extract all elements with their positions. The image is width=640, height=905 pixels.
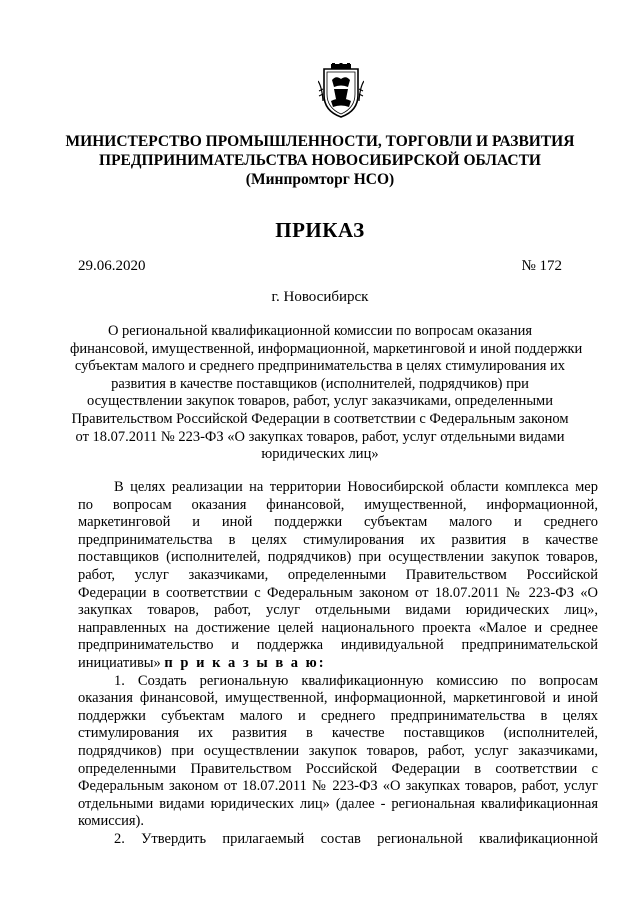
document-number: № 172 (521, 258, 562, 274)
document-subject (70, 323, 583, 464)
ministry-short-name: (Минпромторг НСО) (245, 171, 395, 188)
item-1-line: стимулирования их развития в качестве поставщиков (исполнителей, (78, 725, 598, 742)
preamble-line: маркетинговой и иной поддержки субъектам малого и среднего (78, 514, 598, 531)
subject-line: О региональной квалификационной комиссии по вопросам оказания (107, 323, 533, 339)
item-1-line: определенными Правительством Российской Федерации в соответствии с (78, 760, 598, 777)
preamble-line: предпринимательство и поддержка индивидуальной предпринимательской (78, 637, 598, 654)
item-1-line: 1. Создать региональную квалификационную комиссию по вопросам (114, 672, 598, 689)
subject-line: финансовой, имущественной, информационной, маркетинговой и иной поддержки (70, 340, 583, 357)
preamble-last-text: инициативы» (78, 654, 161, 671)
preamble-line: по вопросам оказания финансовой, имущественной, информационной, (78, 496, 598, 513)
ministry-name-line2: ПРЕДПРИНИМАТЕЛЬСТВА НОВОСИБИРСКОЙ ОБЛАСТИ (99, 152, 541, 169)
preamble-line: направленных на достижение целей национального проекта «Малое и среднее (78, 619, 598, 636)
subject-line: развития в качестве поставщиков (исполнителей, подрядчиков) при (111, 375, 529, 392)
ministry-name-line1: МИНИСТЕРСТВО ПРОМЫШЛЕННОСТИ, ТОРГОВЛИ И РАЗВИТИЯ (65, 133, 575, 150)
item-1-line: отдельными видами юридических лиц» (далее - региональная квалификационная (78, 795, 598, 812)
preamble-line: работ, услуг заказчиками, определенными Правительством Российской (78, 566, 598, 583)
subject-line: Правительством Российской Федерации в соответствии с Федеральным законом (71, 410, 569, 427)
item-1-line: Федеральным законом от 18.07.2011 № 223-ФЗ «О закупках товаров, работ, услуг (78, 778, 598, 795)
preamble-last-line (78, 655, 598, 673)
item-1-line: оказания финансовой, имущественной, информационной, маркетинговой и иной (78, 690, 598, 707)
subject-line: субъектам малого и среднего предпринимательства в целях стимулирования их (74, 358, 566, 375)
document-city: г. Новосибирск (271, 289, 369, 305)
item-1-line: поддержки субъектам малого и среднего предпринимательства в целях (78, 707, 598, 724)
preamble-line: закупках товаров, работ, услуг отдельными видами юридических лиц», (78, 602, 598, 619)
preamble-line: поставщиков (исполнителей, подрядчиков) при осуществлении закупок товаров, (78, 549, 598, 566)
subject-line: осуществлении закупок товаров, работ, услуг заказчиками, определенными (87, 393, 553, 410)
document-date: 29.06.2020 (78, 258, 146, 274)
document-title: ПРИКАЗ (275, 218, 365, 242)
item-1-line: подрядчиков) при осуществлении закупок товаров, работ, услуг заказчиками, (78, 742, 598, 759)
preamble-line: В целях реализации на территории Новосибирской области комплекса мер (114, 479, 598, 495)
ministry-heading (60, 132, 580, 189)
preamble-line: предпринимательства в целях стимулирования их развития в качестве (78, 531, 598, 548)
preamble-line: Федерации в соответствии с Федеральным законом от 18.07.2011 № 223-ФЗ «О (78, 584, 598, 601)
novosibirsk-coat-of-arms-icon (318, 63, 364, 119)
order-word: п р и к а з ы в а ю: (164, 654, 326, 671)
item-1-last-line: комиссия). (78, 813, 144, 830)
document-body (78, 479, 598, 848)
item-2-line: 2. Утвердить прилагаемый состав региональной квалификационной (114, 830, 598, 847)
subject-line: от 18.07.2011 № 223-ФЗ «О закупках товаров, работ, услуг отдельными видами (75, 428, 565, 445)
subject-line: юридических лиц» (261, 446, 379, 463)
